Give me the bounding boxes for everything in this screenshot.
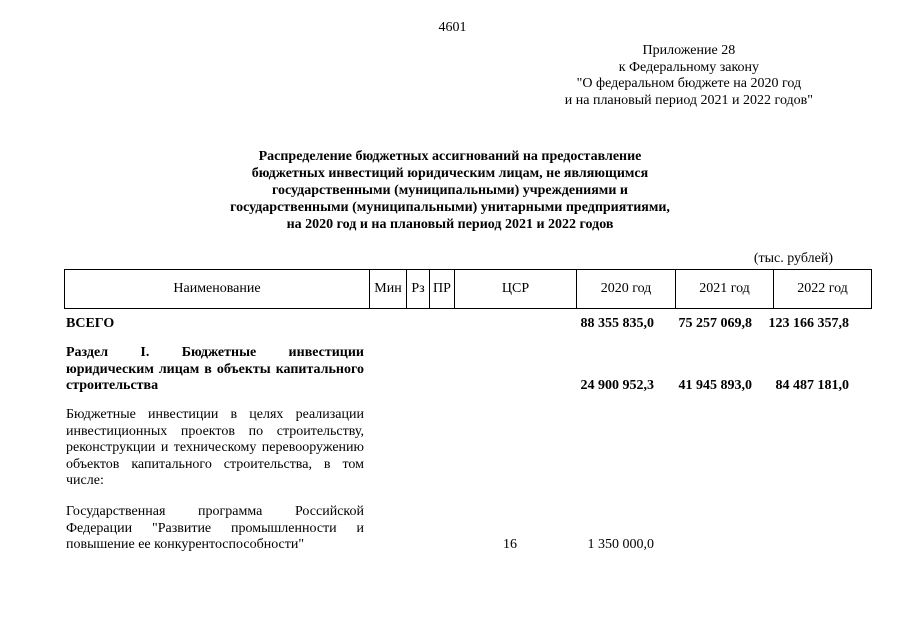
header-2020: 2020 год [577,270,676,309]
row-name: Государственная программа Российской Федерации "Развитие промышленности и повышение ее конкурентоспособности" [66,504,364,552]
header-min: Мин [370,270,407,309]
row-value-2021: 41 945 893,0 [678,378,752,393]
row-value-2021: 75 257 069,8 [678,316,752,331]
row-value-2020: 88 355 835,0 [580,316,654,331]
row-value-2022: 123 166 357,8 [768,316,849,331]
header-pr: ПР [430,270,455,309]
row-name: Раздел I. Бюджетные инвестиции юридическим лицам в объекты капитального строительства [66,345,364,393]
header-name: Наименование [65,270,370,309]
header-2021: 2021 год [676,270,774,309]
page-number: 4601 [438,20,467,35]
header-csr: ЦСР [455,270,577,309]
title-line-4: государственными (муниципальными) унитарными предприятиями, [230,200,670,215]
header-2022: 2022 год [774,270,872,309]
header-rz: Рз [407,270,430,309]
row-csr: 16 [503,537,517,552]
appendix-line-4: и на плановый период 2021 и 2022 годов" [564,92,813,108]
row-name: ВСЕГО [66,316,115,331]
title-line-3: государственными (муниципальными) учреждениями и [272,183,628,198]
appendix-line-2: к Федеральному закону [618,59,760,75]
row-value-2020: 1 350 000,0 [587,537,654,552]
row-value-2022: 84 487 181,0 [775,378,849,393]
title-line-2: бюджетных инвестиций юридическим лицам, не являющимся [251,166,649,181]
document-title [150,148,750,233]
title-line-5: на 2020 год и на плановый период 2021 и 2022 годов [286,217,614,232]
title-line-1: Распределение бюджетных ассигнований на предоставление [258,149,642,164]
appendix-line-1: Приложение 28 [642,43,736,58]
appendix-reference [565,43,813,109]
row-name: Бюджетные инвестиции в целях реализации инвестиционных проектов по строительству, реконструкции и техническому перевооружению объектов капитального строительства, в том числе: [66,407,364,488]
appendix-line-3: "О федеральном бюджете на 2020 год [576,76,802,91]
units-note: (тыс. рублей) [753,251,833,266]
row-value-2020: 24 900 952,3 [580,378,654,393]
table-header [64,269,872,309]
